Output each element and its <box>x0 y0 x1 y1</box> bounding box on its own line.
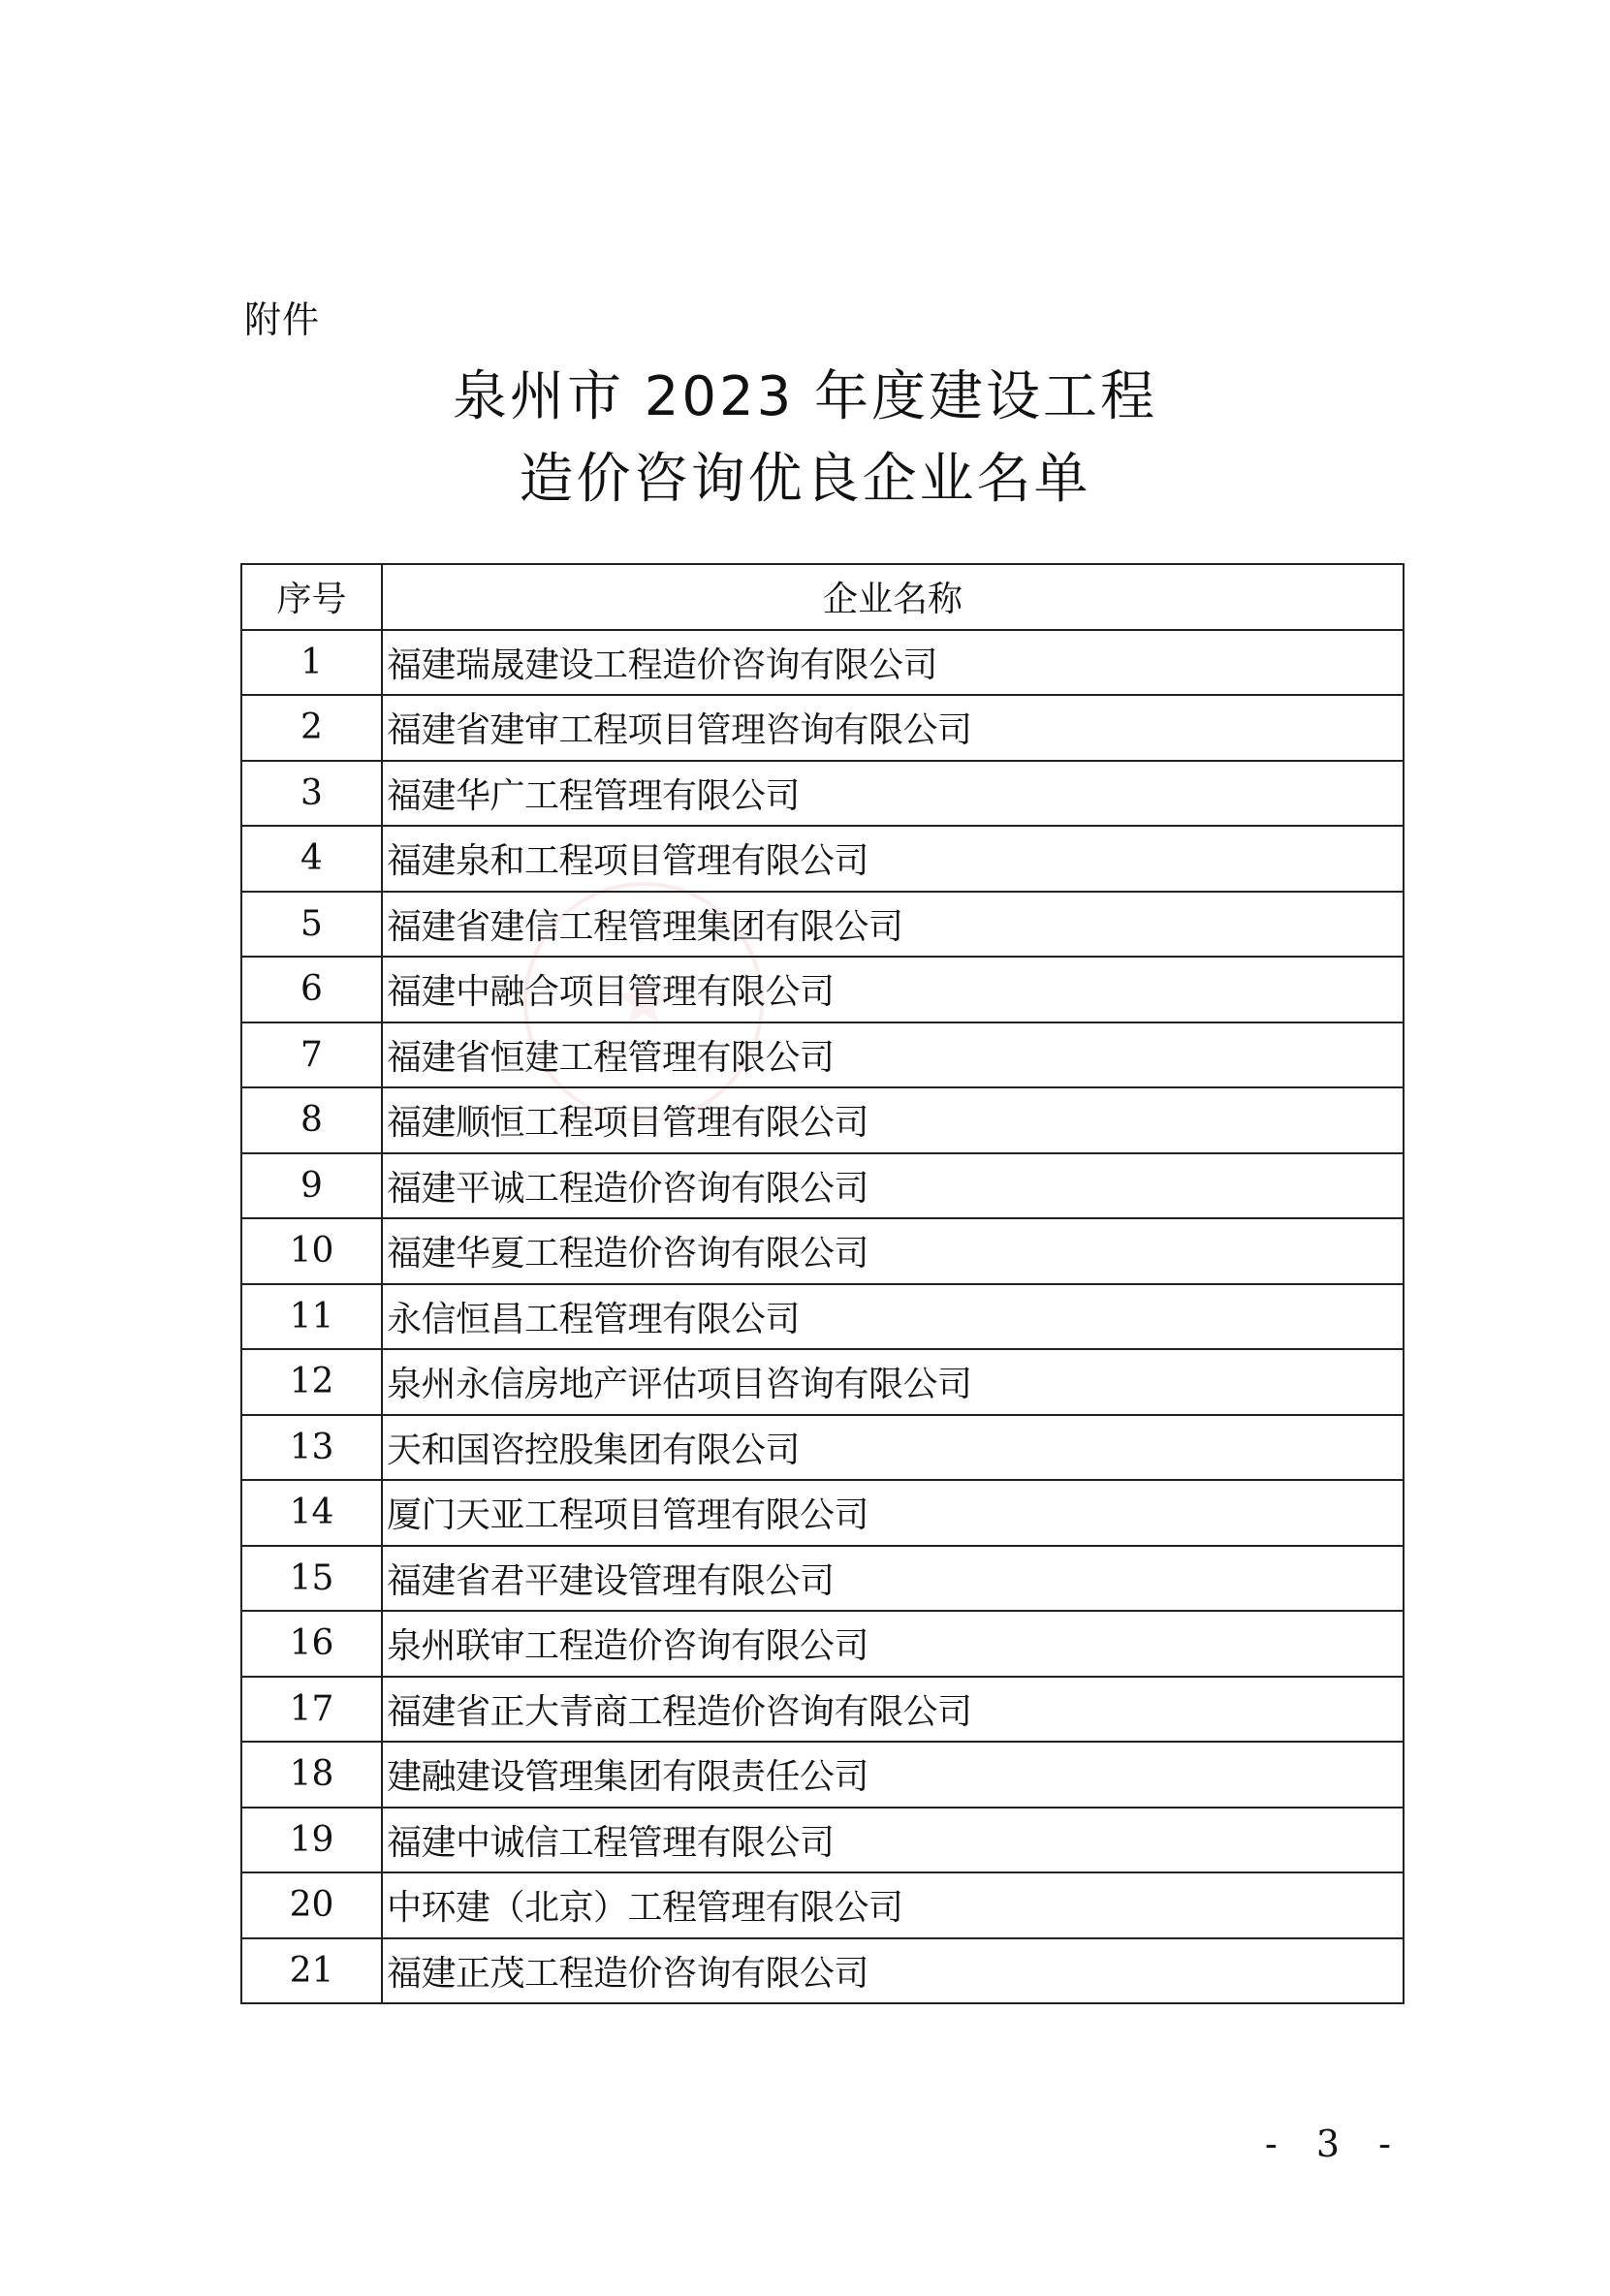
row-number: 6 <box>241 957 382 1022</box>
company-name: 泉州联审工程造价咨询有限公司 <box>382 1611 1404 1677</box>
table-row <box>241 892 1404 958</box>
row-number: 16 <box>241 1611 382 1677</box>
table-row <box>241 630 1404 696</box>
company-name: 天和国咨控股集团有限公司 <box>382 1415 1404 1481</box>
page-title-line-2: 造价咨询优良企业名单 <box>519 448 1091 511</box>
table-body <box>241 630 1404 2004</box>
company-name: 泉州永信房地产评估项目咨询有限公司 <box>382 1349 1404 1415</box>
table-row <box>241 1872 1404 1938</box>
table-row <box>241 695 1404 761</box>
company-name: 永信恒昌工程管理有限公司 <box>382 1284 1404 1350</box>
company-name: 厦门天亚工程项目管理有限公司 <box>382 1480 1404 1546</box>
table-row <box>241 957 1404 1022</box>
row-number: 4 <box>241 826 382 892</box>
table-row <box>241 826 1404 892</box>
company-name: 福建顺恒工程项目管理有限公司 <box>382 1087 1404 1153</box>
table-row <box>241 1480 1404 1546</box>
table-row <box>241 1415 1404 1481</box>
table-row <box>241 761 1404 827</box>
company-name: 福建省建审工程项目管理咨询有限公司 <box>382 695 1404 761</box>
company-name: 福建省建信工程管理集团有限公司 <box>382 892 1404 958</box>
row-number: 8 <box>241 1087 382 1153</box>
row-number: 17 <box>241 1677 382 1743</box>
company-name: 福建华广工程管理有限公司 <box>382 761 1404 827</box>
row-number: 12 <box>241 1349 382 1415</box>
row-number: 7 <box>241 1022 382 1088</box>
table-row <box>241 1022 1404 1088</box>
row-number: 19 <box>241 1808 382 1873</box>
table-row <box>241 1218 1404 1284</box>
table-row <box>241 1546 1404 1612</box>
company-list-table <box>240 563 1405 2004</box>
company-name: 福建中融合项目管理有限公司 <box>382 957 1404 1022</box>
row-number: 13 <box>241 1415 382 1481</box>
row-number: 11 <box>241 1284 382 1350</box>
row-number: 21 <box>241 1938 382 2004</box>
table-row <box>241 1284 1404 1350</box>
company-name: 福建华夏工程造价咨询有限公司 <box>382 1218 1404 1284</box>
company-name: 福建平诚工程造价咨询有限公司 <box>382 1153 1404 1219</box>
header-serial-number: 序号 <box>241 564 382 630</box>
company-name: 福建泉和工程项目管理有限公司 <box>382 826 1404 892</box>
table-row <box>241 1153 1404 1219</box>
company-name: 福建省恒建工程管理有限公司 <box>382 1022 1404 1088</box>
header-company-name: 企业名称 <box>382 564 1404 630</box>
company-name: 福建省正大青商工程造价咨询有限公司 <box>382 1677 1404 1743</box>
company-name: 福建正茂工程造价咨询有限公司 <box>382 1938 1404 2004</box>
table-row <box>241 1742 1404 1808</box>
table-row <box>241 1087 1404 1153</box>
company-name: 福建瑞晟建设工程造价咨询有限公司 <box>382 630 1404 696</box>
table-header-row <box>241 564 1404 630</box>
table-row <box>241 1349 1404 1415</box>
row-number: 14 <box>241 1480 382 1546</box>
company-name: 建融建设管理集团有限责任公司 <box>382 1742 1404 1808</box>
table-row <box>241 1938 1404 2004</box>
table-row <box>241 1808 1404 1873</box>
row-number: 10 <box>241 1218 382 1284</box>
page-number: - 3 - <box>1264 2123 1405 2165</box>
company-name: 福建省君平建设管理有限公司 <box>382 1546 1404 1612</box>
row-number: 20 <box>241 1872 382 1938</box>
row-number: 3 <box>241 761 382 827</box>
table-row <box>241 1677 1404 1743</box>
row-number: 2 <box>241 695 382 761</box>
row-number: 15 <box>241 1546 382 1612</box>
row-number: 9 <box>241 1153 382 1219</box>
page-title-line-1: 泉州市 2023 年度建设工程 <box>452 365 1158 428</box>
row-number: 1 <box>241 630 382 696</box>
company-name: 中环建（北京）工程管理有限公司 <box>382 1872 1404 1938</box>
company-name: 福建中诚信工程管理有限公司 <box>382 1808 1404 1873</box>
row-number: 18 <box>241 1742 382 1808</box>
row-number: 5 <box>241 892 382 958</box>
attachment-label: 附件 <box>244 299 321 341</box>
table-row <box>241 1611 1404 1677</box>
